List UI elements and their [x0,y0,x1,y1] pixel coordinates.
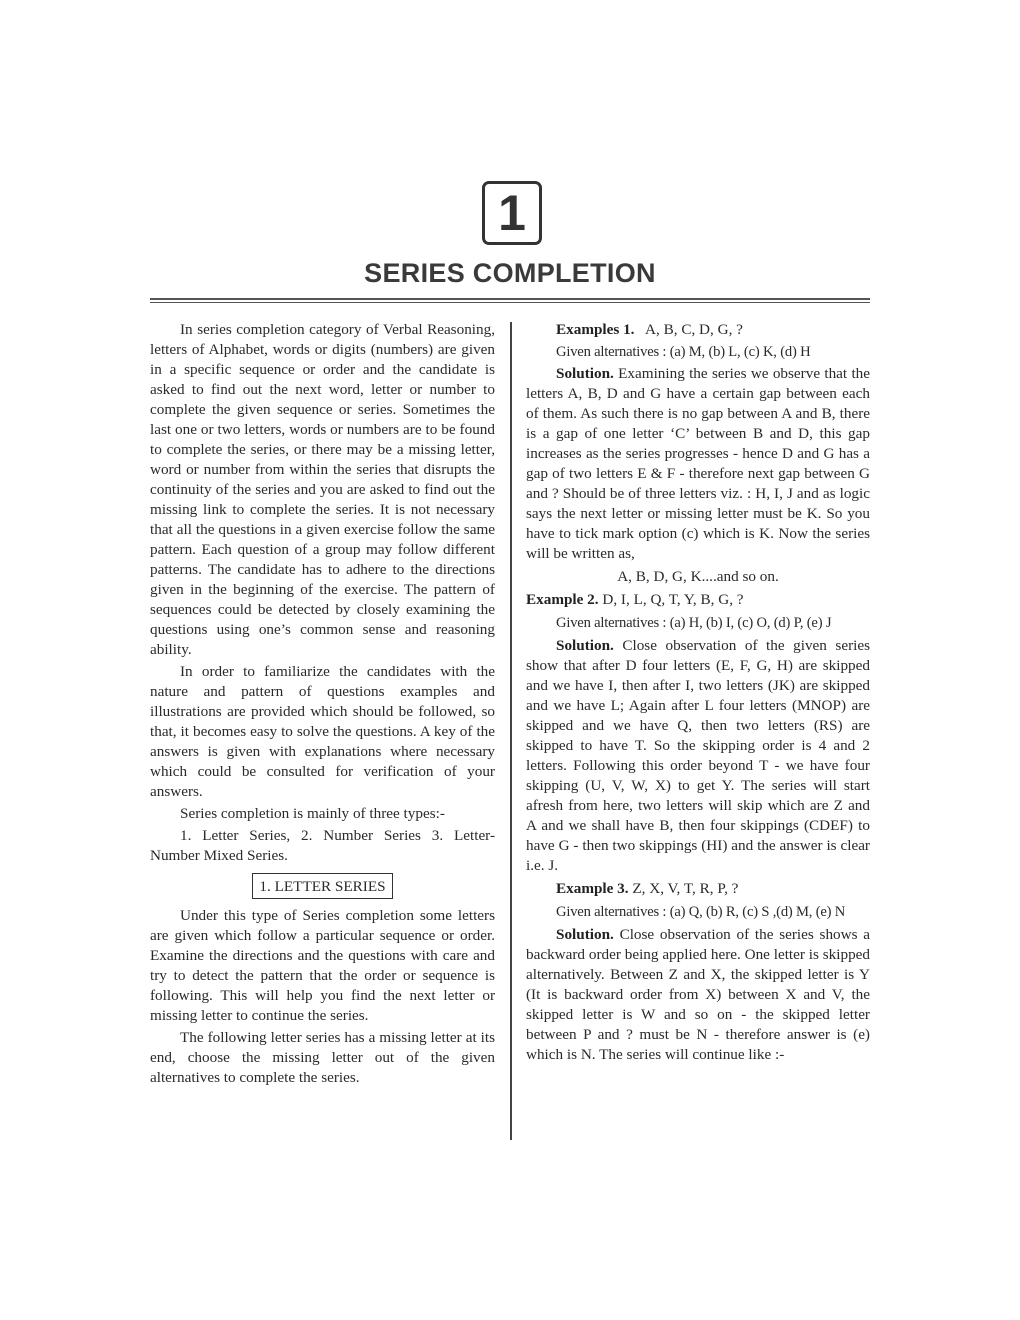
example-1-label: Examples 1. [556,321,635,338]
example-2-label: Example 2. [526,591,599,608]
example-1-alternatives: Given alternatives : (a) M, (b) L, (c) K, (d) H [556,344,811,360]
right-column [526,320,870,1067]
example-1-series: A, B, C, D, G, ? [645,321,743,338]
chapter-number: 1 [498,185,526,241]
example-3-question [526,879,870,899]
section-heading-wrap [150,873,495,899]
section-heading-letter-series: 1. LETTER SERIES [252,873,392,899]
letter-series-instruction: The following letter series has a missing letter at its end, choose the missing letter out of the given alternatives to complete the series. [150,1029,495,1086]
chapter-title: SERIES COMPLETION [364,258,656,288]
example-2-solution-label: Solution. [556,637,614,654]
example-2-alternatives: Given alternatives : (a) H, (b) I, (c) O, (d) P, (e) J [556,615,832,631]
title-rule-thick [150,298,870,300]
example-1-solution-text: Examining the series we observe that the letters A, B, D and G have a certain gap between each of them. As such there is no gap between A and B, there is a gap of one letter ‘C’ between B and D, this gap increases as the series progresses - hence D and G has a gap of two letters E & F - therefore next gap between G and ? Should be of three letters viz. : H, I, J and as logic says the next letter or missing letter must be K. So you have to tick mark option (c) which is K. Now the series will be written as, [526,365,870,562]
chapter-number-box [482,181,542,245]
letter-series-description: Under this type of Series completion some letters are given which follow a particular sequence or order. Examine the directions and the questions with care and try to detect the pattern that the order or sequence is following. This will help you find the next letter or missing letter to continue the series. [150,907,495,1024]
example-3-solution-label: Solution. [556,926,614,943]
example-2-solution-text: Close observation of the given series show that after D four letters (E, F, G, H) are skipped and we have I, then after I, two letters (JK) are skipped and we have L; Again after L four letters (MNOP) are skipped and we have Q, then two letters (RS) are skipped to have T. So the skipping order is 4 and 2 letters. Following this order beyond T - we have four skipping (U, V, W, X) to get Y. The series will start afresh from here, two letters will skip which are Z and A and we shall have B, then four skippings (CDEF) to have G - then two skippings (HI) and the answer is clear i.e. J. [526,637,870,874]
example-3-series: Z, X, V, T, R, P, ? [632,880,739,897]
example-3-solution-text: Close observation of the series shows a backward order being applied here. One letter is skipped alternatively. Between Z and X, the skipped letter is Y (It is backward order from X) between X and V, the skipped letter is W and so on - the skipped letter between P and ? must be N - therefore answer is (e) which is N. The series will continue like :- [526,926,870,1063]
example-2-solution [526,636,870,876]
intro-paragraph: In series completion category of Verbal Reasoning, letters of Alphabet, words or digits (numbers) are given in a specific sequence or order and the candidate is asked to find out the next word, letter or number to complete the given sequence or series. Sometimes the last one or two letters, words or numbers are to be found to complete the series, or there may be a missing letter, word or number from within the series that disrupts the continuity of the series and you are asked to find out the missing link to complete the series. It is not necessary that all the questions in a given exercise follow the same pattern. Each question of a group may follow different patterns. The candidate has to adhere to the directions given in the beginning of the exercise. The pattern of sequences could be detected by closely examining the questions using one’s common sense and reasoning ability. [150,321,495,658]
example-1-question [526,320,870,340]
title-rule-thin [150,302,870,303]
example-3-solution [526,925,870,1065]
example-2-question [526,590,870,610]
example-1-result: A, B, D, G, K....and so on. [617,568,779,585]
example-1-solution [526,364,870,564]
example-2-series: D, I, L, Q, T, Y, B, G, ? [602,591,744,608]
types-intro-paragraph: Series completion is mainly of three types:- [180,805,445,822]
left-column [150,320,495,1090]
familiarize-paragraph: In order to familiarize the candidates with the nature and pattern of questions examples and illustrations are provided which should be followed, so that, it becomes easy to solve the questions. A key of the answers is given with explanations where necessary which could be consulted for verification of your answers. [150,663,495,800]
types-list-paragraph: 1. Letter Series, 2. Number Series 3. Letter-Number Mixed Series. [150,827,495,864]
example-1-solution-label: Solution. [556,365,614,382]
example-3-alternatives: Given alternatives : (a) Q, (b) R, (c) S ,(d) M, (e) N [556,904,846,920]
example-3-label: Example 3. [556,880,629,897]
column-divider [510,322,512,1140]
